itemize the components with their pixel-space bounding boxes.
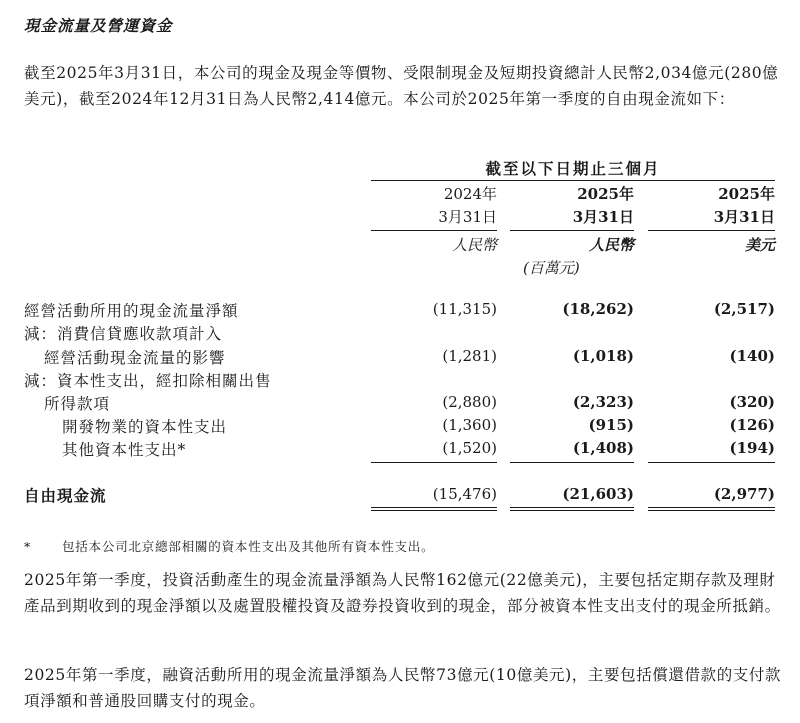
footnote-mark: * <box>24 539 32 554</box>
col1-date: 3月31日 <box>438 208 497 226</box>
row-consumer-credit-2025-usd: (140) <box>729 347 775 365</box>
row-consumer-credit-label: 減：消費信貸應收款項計入 <box>24 325 223 343</box>
col3-year: 2025年 <box>718 185 775 203</box>
col3-rule <box>648 230 775 231</box>
row-operating-label: 經營活動所用的現金流量淨額 <box>24 302 239 320</box>
row-operating-2024: (11,315) <box>432 300 497 318</box>
footnote <box>24 537 434 555</box>
total-double-rule-1b <box>371 510 497 511</box>
row-dev-property-2025-usd: (126) <box>729 416 775 434</box>
row-consumer-credit-2024: (1,281) <box>442 347 497 365</box>
row-dev-property-label: 開發物業的資本性支出 <box>62 418 228 436</box>
col2-rule <box>510 230 634 231</box>
footnote-text: 包括本公司北京總部相關的資本性支出及其他所有資本性支出。 <box>62 539 435 554</box>
total-2024: (15,476) <box>432 485 497 503</box>
row-other-capex-2025-usd: (194) <box>729 439 775 457</box>
col3-currency: 美元 <box>744 236 775 254</box>
intro-paragraph: 截至2025年3月31日，本公司的現金及現金等價物、受限制現金及短期投資總計人民幣2,034億元(280億美元)，截至2024年12月31日為人民幣2,414億元。本公司於2025年第一季度的自由現金流如下： <box>24 64 779 108</box>
total-double-rule-2a <box>510 507 634 508</box>
row-capex-2025-rmb: (2,323) <box>572 393 634 411</box>
col2-currency: 人民幣 <box>588 236 634 254</box>
row-other-capex-2025-rmb: (1,408) <box>572 439 634 457</box>
row-other-capex-2024: (1,520) <box>442 439 497 457</box>
col2-year: 2025年 <box>577 185 634 203</box>
row-dev-property-2025-rmb: (915) <box>588 416 634 434</box>
investing-paragraph: 2025年第一季度，投資活動產生的現金流量淨額為人民幣162億元(22億美元)，主要包括定期存款及理財產品到期收到的現金淨額以及處置股權投資及證券投資收到的現金，部分被資本性支出支付的現金所抵銷。 <box>24 571 781 615</box>
subtotal-rule-3 <box>648 462 775 463</box>
col2-date: 3月31日 <box>572 208 634 226</box>
total-double-rule-3a <box>648 507 775 508</box>
col1-year: 2024年 <box>443 185 497 203</box>
row-operating-2025-usd: (2,517) <box>713 300 775 318</box>
row-consumer-credit-2025-rmb: (1,018) <box>572 347 634 365</box>
subtotal-rule-1 <box>371 462 497 463</box>
total-double-rule-2b <box>510 510 634 511</box>
total-2025-rmb: (21,603) <box>562 485 634 503</box>
period-header: 截至以下日期止三個月 <box>485 159 661 178</box>
total-double-rule-3b <box>648 510 775 511</box>
subtotal-rule-2 <box>510 462 634 463</box>
row-consumer-credit-label-2: 經營活動現金流量的影響 <box>44 349 226 367</box>
total-double-rule-1a <box>371 507 497 508</box>
total-label: 自由現金流 <box>24 486 107 505</box>
row-operating-2025-rmb: (18,262) <box>562 300 634 318</box>
section-heading: 現金流量及營運資金 <box>24 16 173 35</box>
unit-note: (百萬元) <box>523 259 580 277</box>
row-capex-2025-usd: (320) <box>729 393 775 411</box>
col1-rule <box>371 230 497 231</box>
col1-currency: 人民幣 <box>451 236 497 254</box>
row-dev-property-2024: (1,360) <box>442 416 497 434</box>
header-rule <box>371 180 775 181</box>
col3-date: 3月31日 <box>713 208 775 226</box>
row-capex-label: 減：資本性支出，經扣除相關出售 <box>24 372 272 390</box>
row-capex-label-2: 所得款項 <box>44 395 111 413</box>
row-other-capex-label: 其他資本性支出* <box>62 441 187 459</box>
total-2025-usd: (2,977) <box>713 485 775 503</box>
row-capex-2024: (2,880) <box>442 393 497 411</box>
financing-paragraph: 2025年第一季度，融資活動所用的現金流量淨額為人民幣73億元(10億美元)，主要包括償還借款的支付款項淨額和普通股回購支付的現金。 <box>24 666 782 710</box>
